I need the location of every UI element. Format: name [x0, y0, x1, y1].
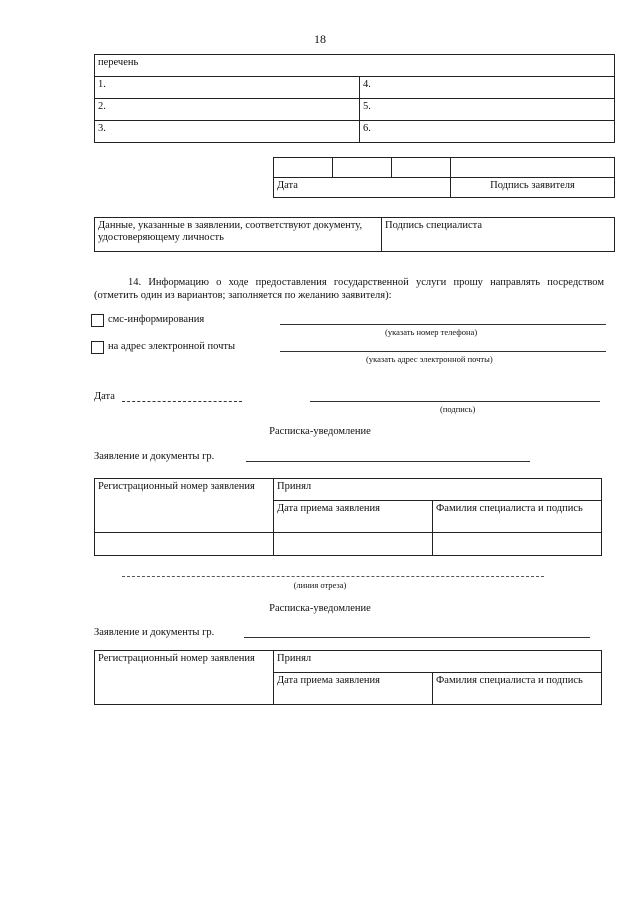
signature-date-label: Дата [94, 391, 115, 402]
signature-hint: (подпись) [440, 404, 476, 414]
email-label: на адрес электронной почты [108, 341, 236, 352]
date-month-cell[interactable] [333, 158, 392, 178]
receipt2-name-line[interactable] [244, 637, 590, 638]
list-cell: 5. [360, 99, 615, 121]
list-cell: 2. [95, 99, 360, 121]
specialist-sign-label: Подпись специалиста [382, 218, 615, 252]
list-cell: 1. [95, 77, 360, 99]
list-header: перечень [95, 55, 615, 77]
receipt1-reg-cell[interactable] [95, 533, 274, 556]
date-year-cell[interactable] [392, 158, 451, 178]
email-checkbox[interactable] [91, 341, 104, 354]
signature-line[interactable] [310, 401, 600, 402]
receipt1-statement: Заявление и документы гр. [94, 451, 215, 462]
receipt1-table [94, 478, 602, 556]
phone-hint: (указать номер телефона) [385, 327, 478, 337]
receipt2-title: Расписка-уведомление [269, 603, 371, 614]
signature-date-line[interactable] [122, 401, 242, 402]
list-cell: 3. [95, 121, 360, 143]
cut-line-label: (линия отреза) [293, 580, 347, 590]
verify-text: Данные, указанные в заявлении, соответствуют документу, удостоверяющему личность [95, 218, 382, 252]
receipt2-name-col: Фамилия специалиста и подпись [433, 673, 602, 705]
email-field-line[interactable] [280, 351, 606, 352]
list-cell: 4. [360, 77, 615, 99]
receipt2-accepted-label: Принял [274, 651, 602, 673]
receipt1-date-col: Дата приема заявления [274, 501, 433, 533]
receipt2-table [94, 650, 602, 705]
receipt1-date-cell[interactable] [274, 533, 433, 556]
receipt1-accepted-label: Принял [274, 479, 602, 501]
receipt1-name-cell[interactable] [433, 533, 602, 556]
receipt1-name-line[interactable] [246, 461, 530, 462]
receipt1-title: Расписка-уведомление [269, 426, 371, 437]
verify-table [94, 217, 615, 252]
list-cell: 6. [360, 121, 615, 143]
info-paragraph: 14. Информацию о ходе предоставления государственной услуги прошу направлять посредством (отметить один из вариантов; заполняется по желанию заявителя): [94, 277, 604, 301]
email-hint: (указать адрес электронной почты) [366, 354, 493, 364]
receipt2-reg-label: Регистрационный номер заявления [95, 651, 274, 705]
applicant-sign-cell[interactable] [451, 158, 615, 178]
date-label: Дата [274, 178, 451, 198]
receipt2-statement: Заявление и документы гр. [94, 627, 215, 638]
phone-field-line[interactable] [280, 324, 606, 325]
list-table [94, 54, 615, 143]
page-number: 18 [314, 32, 326, 46]
cut-line [122, 576, 544, 577]
receipt2-date-col: Дата приема заявления [274, 673, 433, 705]
receipt1-name-col: Фамилия специалиста и подпись [433, 501, 602, 533]
date-day-cell[interactable] [274, 158, 333, 178]
receipt1-reg-label: Регистрационный номер заявления [95, 479, 274, 533]
sms-checkbox[interactable] [91, 314, 104, 327]
sms-label: смс-информирования [108, 314, 205, 325]
applicant-sign-label: Подпись заявителя [451, 178, 615, 198]
date-sign-table [273, 157, 615, 198]
